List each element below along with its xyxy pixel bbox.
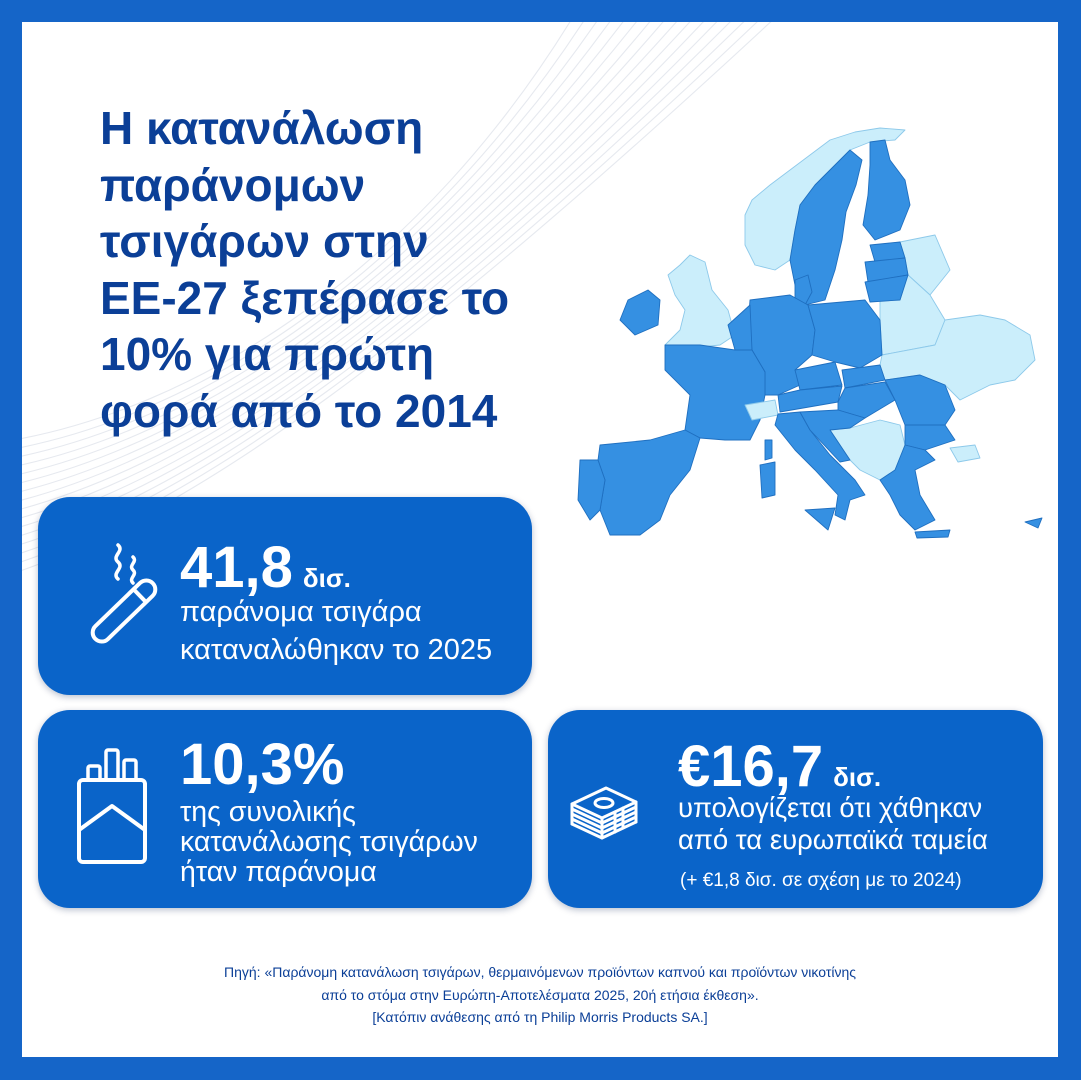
stat-description — [180, 797, 478, 887]
map-island-cyprus — [1025, 518, 1042, 528]
map-country-bulgaria — [905, 425, 955, 450]
stat-unit: δισ. — [833, 762, 882, 792]
map-island-corsica — [765, 440, 772, 460]
stat-card-illegal-share — [38, 710, 532, 908]
stat-description-line: κατανάλωσης τσιγάρων — [180, 826, 478, 858]
map-island-sardinia — [760, 462, 775, 498]
headline-line: Η κατανάλωση — [100, 102, 424, 154]
stat-card-illegal-cigarettes — [38, 497, 532, 695]
stat-value: 10,3% — [180, 732, 345, 797]
stat-description-line: υπολογίζεται ότι χάθηκαν — [678, 792, 983, 823]
map-country-turkey — [950, 445, 980, 462]
headline — [100, 100, 509, 439]
headline-line: ΕΕ-27 ξεπέρασε το — [100, 271, 510, 324]
map-country-czechia — [795, 362, 842, 390]
map-country-uk — [665, 255, 735, 348]
map-country-poland — [808, 300, 882, 368]
headline-line: φορά από το 2014 — [100, 384, 498, 437]
stat-description — [180, 593, 492, 669]
europe-map — [570, 120, 1050, 550]
source-line: [Κατόπιν ανάθεσης από τη Philip Morris Products SA.] — [372, 1009, 708, 1025]
stat-description — [678, 792, 988, 856]
map-country-spain — [598, 430, 700, 535]
cigarette-icon — [86, 533, 166, 648]
headline-line: τσιγάρων στην — [100, 215, 429, 267]
stat-value-row — [180, 732, 345, 797]
map-island-sicily — [805, 508, 835, 530]
source-citation — [22, 961, 1058, 1029]
money-stack-icon — [568, 780, 640, 852]
map-country-finland — [863, 140, 910, 240]
map-country-ireland — [620, 290, 660, 335]
smoke-line — [116, 545, 120, 579]
map-island-crete — [915, 530, 950, 538]
stat-description-line: παράνομα τσιγάρα — [180, 596, 422, 628]
map-country-benelux — [728, 305, 752, 350]
cigarette-pack-icon — [76, 746, 148, 866]
stat-description-line: ήταν παράνομα — [180, 856, 377, 888]
smoke-line — [132, 557, 135, 583]
stat-description-line: καταναλώθηκαν το 2025 — [180, 634, 493, 666]
stat-description-line: της συνολικής — [180, 796, 356, 828]
stat-value: 41,8 — [180, 535, 293, 600]
stat-note: (+ €1,8 δισ. σε σχέση με το 2024) — [680, 870, 962, 891]
stat-value-row — [180, 535, 351, 600]
stat-description-line: από τα ευρωπαϊκά ταμεία — [678, 824, 988, 855]
headline-line: παράνομων — [100, 158, 366, 211]
source-line: από το στόμα στην Ευρώπη-Αποτελέσματα 2025, 20ή ετήσια έκθεση». — [321, 986, 759, 1003]
stat-unit: δισ. — [302, 563, 351, 593]
headline-line: 10% για πρώτη — [100, 328, 435, 380]
source-line: Πηγή: «Παράνομη κατανάλωση τσιγάρων, θερμαινόμενων προϊόντων καπνού και προϊόντων νικοτίνης — [224, 964, 856, 980]
stat-card-lost-revenue — [548, 710, 1043, 908]
map-country-france — [665, 345, 765, 440]
stat-value: €16,7 — [678, 734, 824, 799]
stat-value-row — [678, 734, 882, 799]
